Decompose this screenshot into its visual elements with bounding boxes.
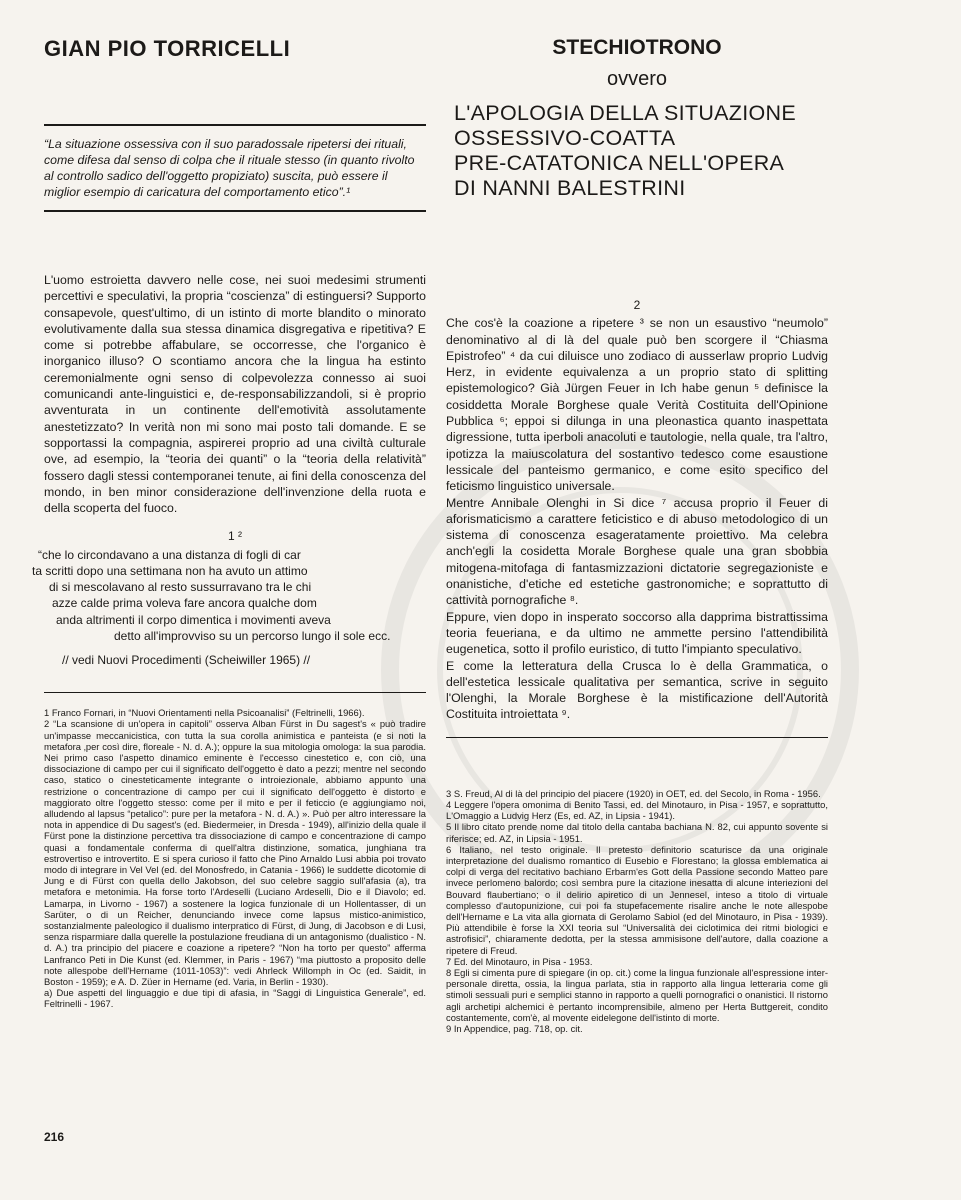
- footnote: 7 Ed. del Minotauro, in Pisa - 1953.: [446, 955, 593, 967]
- section-heading-wrap: [44, 528, 426, 544]
- section-number: 2: [633, 298, 641, 312]
- body-text: [446, 297, 828, 723]
- footnote: 3 S. Freud, Al di là del principio del piacere (1920) in OET, ed. del Secolo, in Roma - 1956.: [446, 787, 821, 799]
- paragraph: Che cos'è la coazione a ripetere ³ se non un esaustivo “neumolo” denominativo al di là del quale può ben scorgere il “Chiasma Epistrofeo” ⁴ da cui diluisce uno zodiaco di ausserlaw proprio Ludvig Herz, in evidente equivalenza a un proprio stato di splitting epistemologico? Già Jürgen Feuer in Ich habe genun ⁵ definisce la cosiddetta Morale Borghese quale Verità Costituita dell'Opinione Pubblica ⁶; eppoi si dilunga in una pleonastica quanto inaspettata digressione, tutta iperboli anacoluti e tautologie, nella quale, tra l'altro, ipotizza la maiuscolatura del sostantivo tedesco come esaustione lessicale del panteismo germanico, e come esito specifico del feticismo linguistico universale.: [446, 316, 828, 494]
- footnote: 5 Il libro citato prende nome dal titolo della cantaba bachiana N. 82, cui appunto sovente si riferisce; ed. AZ, in Lipsia - 1951.: [446, 821, 828, 844]
- footnote-divider: [44, 692, 426, 693]
- right-column: [446, 30, 828, 1034]
- poem-excerpt: [32, 547, 426, 668]
- footnote: 9 In Appendice, pag. 718, op. cit.: [446, 1022, 583, 1034]
- poem-source: // vedi Nuovi Procedimenti (Scheiwiller 1965) //: [62, 652, 311, 667]
- poem-line: detto all'improvviso su un percorso lungo il sole ecc.: [114, 628, 391, 643]
- footnote: a) Due aspetti del linguaggio e due tipi di afasia, in “Saggi di Linguistica Generale”, ed. Feltrinelli - 1967.: [44, 987, 426, 1010]
- left-column: [32, 30, 426, 1010]
- footnote: 2 “La scansione di un'opera in capitoli” osserva Alban Fürst in Du sagest's « può tradire un'impasse meccanicistica, con tutta la sua corolla animistica e panteista (e si noti la metafora ‚per così dire, floreale - N. d. A.); oppure la sua mitologia omologa: la sua parodia. Nei primo caso l'aspetto dinamico eminente è l'eccesso cinestetico e, con ciò, una dissociazione di campo per cui il significato dell'oggetto è dato a pezzi; mentre nel secondo caso, statico o cinesteticamente integrante o introiezionale, abbiamo appunto una restrizione o concentrazione di campo per cui il significato dell'oggetto è distorto e maggiorato oltre l'oggetto stesso: come per il mito e per il feticcio (e aggiungiamo noi, alludendo al lapsus “petalico”: pure per la metafora - N. d. A.) ». Può per altro interessare la nota in appendice di Du sagest's (ed. Biedermeier, in Dresda - 1949), all'inizio della quale il Fürst pone la distinzione percettiva tra dissociazione di campo e concentrazione di campo quasi a fondamentale conferma di quell'altra distinzione, somatica, junghiana tra estrovertiso e introvertito. E si spera curioso il fatto che Pino Arnaldo Lusi abbia poi trovato modo di integrare in Vel Vel (ed. del Monosfredo, in Catania - 1966) le suddette dicotomie di Jung e di Fürst con quella dello Jakobson, del suo celebre saggio sull'afasia (a), tra metafora e metonimia. Ha forse torto l'Ardeselli (Luciano Ardeselli, Dio e il Diavolo; ed. Lamarpa, in Livorno - 1967) a sostenere la logica funzionale di un Hollentasser, di un Sarüter, o di un Reicher, denunciando invece come lapsus mistico-animistico, sostanzialmente paleologico il dualismo interpratico di Fürst, di Jung, di Jacobson e di Lusi, senza risparmiare dalla querelle la postulazione freudiana di un antagonismo (dualistico - N. d. A.) tra principio del piacere e coazione a ripetere? “Non ha torto per questo” afferma Lanfranco Peti in Die Kunst (ed. Klemmer, in Paris - 1967) “ma piuttosto a proposito delle note allespobe dell'Hername (1011-1053)”: vedi Ahrleck Willomph in Oc (ed. Saidit, in Boston - 1959); e A. D. Züer in Hername (ed. Varia, in Berlin - 1930).: [44, 718, 426, 988]
- divider: [44, 210, 426, 212]
- paragraph: Eppure, vien dopo in insperato soccorso alla dapprima bistrattissima teoria feueriana, e da ultimo ne ammette persino l'attendibilità eugenetica, sotto il profilo euristico, di tutto l'impianto speculativo.: [446, 609, 828, 657]
- footnote: 4 Leggere l'opera omonima di Benito Tassi, ed. del Minotauro, in Pisa - 1957, e soprattutto, L'Omaggio a Ludvig Herz (Es, ed. AZ, in Lipsia - 1941).: [446, 798, 828, 822]
- poem-line: “che lo circondavano a una distanza di fogli di car: [38, 547, 301, 562]
- section-number: 1 ²: [227, 529, 242, 544]
- divider: [446, 737, 828, 738]
- author-name: GIAN PIO TORRICELLI: [44, 36, 291, 61]
- footnote: 8 Egli si cimenta pure di spiegare (in op. cit.) come la lingua funzionale all'espressione inter-personale diretta, ossia, la lingua parlata, stia in rapporto alla lingua letteraria come gli stimoli sessuali puri e semplici stanno in rapporto a quelli pornografici o onanistici. Il ristorno agli archetipi alchemici è pertanto incomprensibile, almeno per Herta Buttgereit, condito costantemente, com'è, al movente eidelegone dell'istinto di morte.: [446, 966, 828, 1023]
- divider: [44, 124, 426, 126]
- subtitle-line: L'APOLOGIA DELLA SITUAZIONE: [454, 101, 796, 125]
- paragraph: E come la letteratura della Crusca lo è della Grammatica, o dell'estetica lessicale qualitativa per semantica, scrive in seguito l'Olenghi, la Morale Borghese è la mistificazione dell'Autorità Costituita introiettata ⁹.: [446, 658, 828, 722]
- footnotes-left: [44, 707, 426, 1009]
- subtitle-line: OSSESSIVO-COATTA: [454, 126, 676, 150]
- page-number: 216: [44, 1130, 65, 1144]
- subtitle-line: PRE-CATATONICA NELL'OPERA: [454, 151, 785, 175]
- paragraph: L'uomo estroietta davvero nelle cose, nei suoi medesimi strumenti percettivi e speculativi, la propria “coscienza” di estinguersi? Supporto consapevole, quest'ultimo, di un istinto di morte blandito o minorato evolutivamente dalla sua stessa dinamica disgregativa e ripetitiva? E come si potrebbe affabulare, se occorresse, che l'organico è inorganico illuso? O scontiamo ancora che la lingua ha estinto ceremonialmente ogni senso di colpevolezza connesso ai suoi comunicandi ante-linguistici e, de-responsabilizzandoli, si è proprio avventurata in un continente dell'emotività assolutamente anestetizzato? In verità non mi sono mai posto tali domande. E se sopportassi la compagnia, aspirerei proprio ad una civiltà culturale ove, ad esempio, la “teoria dei quanti” o la “teoria della relatività” fossero dagli stessi contemporanei tenute, ai fini della conoscenza del mondo, in ben minor considerazione dell'invenzione della ruota e della scoperta del fuoco.: [44, 273, 426, 516]
- title-connector: ovvero: [606, 68, 668, 90]
- footnotes-right: [446, 788, 828, 1034]
- body-text: [44, 272, 426, 516]
- poem-line: anda altrimenti il corpo dimentica i movimenti aveva: [56, 612, 331, 627]
- footnote: 6 Italiano, nel testo originale. Il pretesto definitorio scaturisce da una originale interpretazione del dualismo romantico di Eusebio e Florestano; la glossa emblematica ai colpi di verga del recitativo bachiano Erbarm'es Gott della Passione secondo Matteo pare invece perlomeno balordo; così sembra pure la citazione inesatta di alcune interiezioni del Bouvard flaubertiano; o il delirio apiretico di un Jennesel, inteso a titolo di virtuale complesso d'autopunizione, cui poi fa stupefacemente risalire anche le note allespobe dell'Hername e La vita alla giornata di Gerolamo Sabiol (ed del Minotauro, in Pisa - 1939). Più attendibile è forse la XXI teoria sul “Universalità dei ciclotimica dei ritmi biologici e astrofisici”, chiaramente dedotta, per la stessa ammisisone dell'autore, dalla coazione a ripetere di Freud.: [446, 843, 828, 956]
- paragraph: Mentre Annibale Olenghi in Si dice ⁷ accusa proprio il Feuer di aforismaticismo a carattere feticistico e di abuso metodologico di un sistema di conoscenza esageratamente proiettivo. Ma celebra anch'egli la cosidetta Morale Borghese quale una gran sbobbia mitogena-mitofaga di fantasmizzazioni dictatorie segregazioniste e onanistiche, d'etiche ed estetiche gastronomiche; e soprattutto di cattività pornografiche ⁸.: [446, 495, 828, 608]
- poem-line: di si mescolavano al resto sussurravano tra le chi: [49, 580, 312, 595]
- poem-line: azze calde prima voleva fare ancora qualche dom: [52, 596, 317, 611]
- footnote: 1 Franco Fornari, in “Nuovi Orientamenti nella Psicoanalisi” (Feltrinelli, 1966).: [44, 707, 365, 719]
- poem-line: ta scritti dopo una settimana non ha avuto un attimo: [32, 563, 308, 578]
- epigraph: “La situazione ossessiva con il suo paradossale ripetersi dei rituali, come difesa dal senso di colpa che il rituale stesso (in quanto rivolto al controllo sadico dell'oggetto propiziato) suscita, può essere il miglior esempio di caricatura del comportamento etico”.¹: [44, 137, 415, 199]
- article-title: STECHIOTRONO: [552, 36, 722, 59]
- article-subtitle: [454, 101, 828, 201]
- subtitle-line: DI NANNI BALESTRINI: [454, 176, 686, 200]
